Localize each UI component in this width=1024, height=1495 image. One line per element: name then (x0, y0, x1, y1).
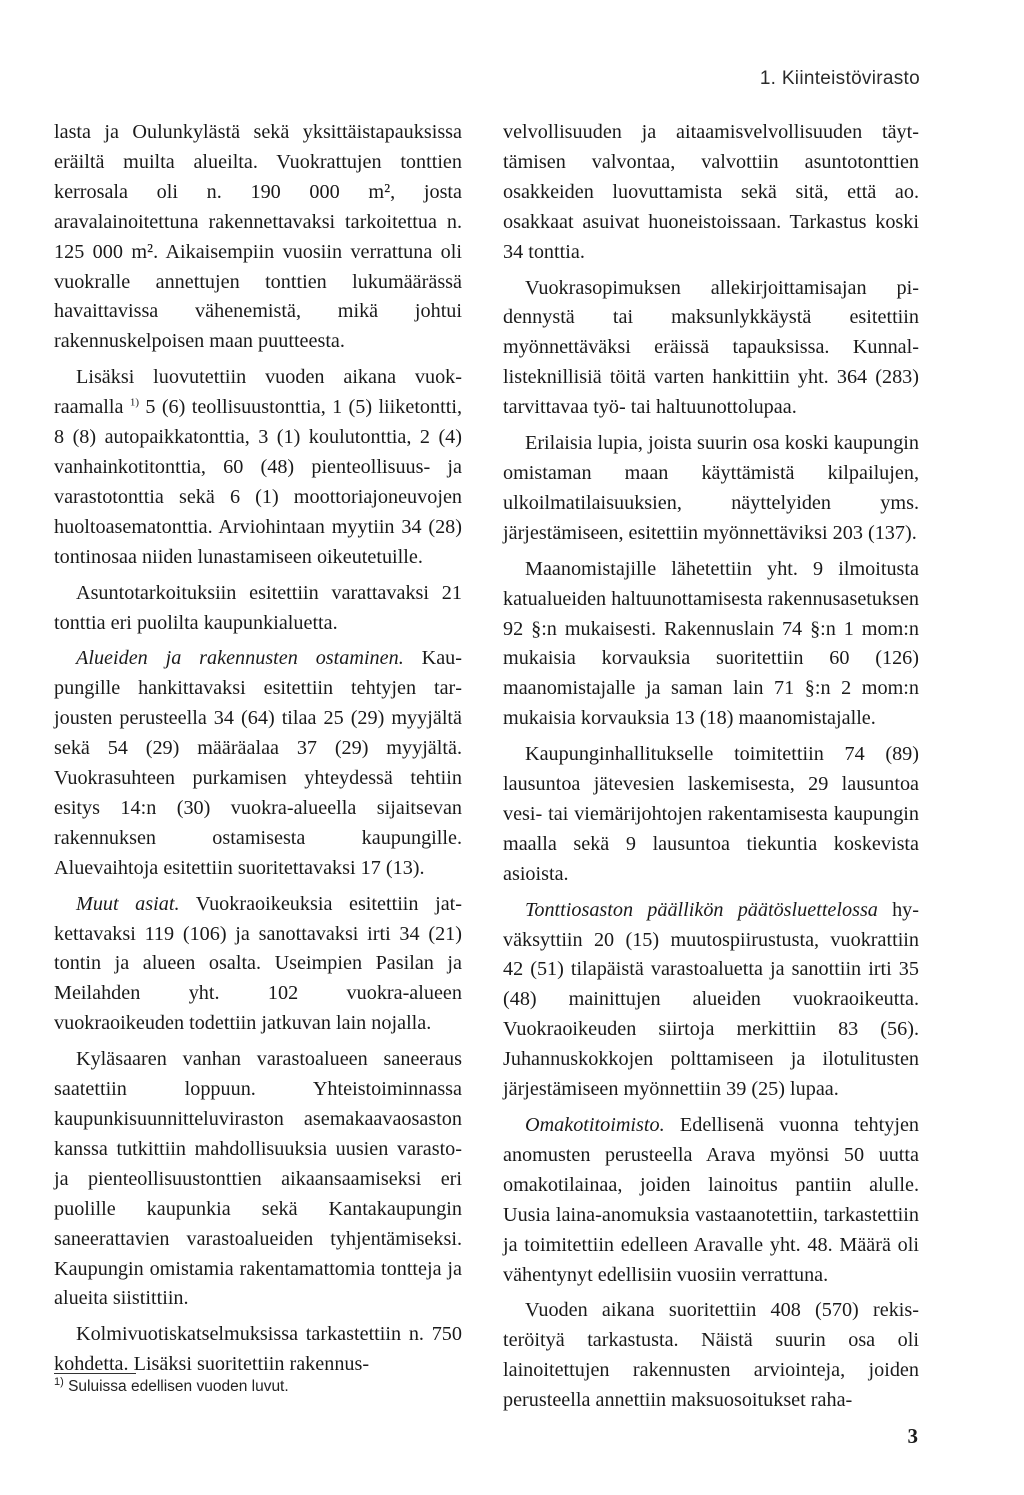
paragraph: Vuokrasopimuksen allekirjoittamisajan pidennystä tai maksunlykkäystä esitettiin myönnettäväksi eräissä tapauksissa. Kunnallisteknillisiä töitä varten hankittiin yht. 364 (283) tarvittavaa työ- tai haltuunottolupaa. (503, 276, 919, 419)
page-number: 3 (907, 1424, 918, 1448)
paragraph: Erilaisia lupia, joista suurin osa koski kaupungin omistaman maan käyttämistä kilpailujen, ulkoilmatilaisuuksien, näyttelyiden yms. järjestämiseen, esitettiin myönnettäviksi 203 (137). (503, 432, 919, 544)
paragraph: Maanomistajille lähetettiin yht. 9 ilmoitusta katualueiden haltuunottamisesta rakennusasetuksen 92 §:n mukaisesti. Rakennuslain 74 §:n 1 mom:n mukaisia korvauksia suoritettiin 60 (126) maanomistajalle ja saman lain 71 §:n 2 mom:n mukaisia korvauksia 13 (18) maanomistajalle. (503, 557, 919, 730)
right-column (503, 118, 919, 1416)
footnote (54, 1375, 289, 1396)
paragraph-text: Kaupungille hankittavaksi esitettiin tehtyjen tarjousten perusteella 34 (64) tilaa 25 (29) myyjältä sekä 54 (29) määräalaa 37 (29) myyjältä. Vuokrasuhteen purkamisen yhteydessä tehtiin esitys 14:n (30) vuokra-alueella sijaitsevan rakennuksen ostamisesta kaupungille. Aluevaihtoja esitettiin suoritettavaksi 17 (13). (54, 647, 462, 879)
paragraph: Vuoden aikana suoritettiin 408 (570) rekisteröityä tarkastusta. Näistä suurin osa oli lainoitettujen rakennusten arviointeja, joiden perusteella annettiin maksuosoitukset raha- (503, 1299, 919, 1412)
paragraph: Kyläsaaren vanhan varastoalueen saneeraus saatettiin loppuun. Yhteistoiminnassa kaupunkisuunnitteluviraston asemakaavaosaston kanssa tutkittiin mahdollisuuksia uusien varasto- ja pienteollisuustonttien aikaansaamiseksi eri puolille kaupunkia sekä Kantakaupungin saneerattavien varastoalueiden tyhjentämiseksi. Kaupungin omistamia rakentamattomia tontteja ja alueita siistittiin. (54, 1048, 462, 1310)
paragraph (54, 644, 462, 883)
footnote-rule (54, 1373, 136, 1374)
paragraph-text: 5 (6) teollisuustonttia, 1 (5) liiketontti, 8 (8) autopaikkatonttia, 3 (1) koulutonttia, 2 (4) vanhainkotitonttia, 60 (48) pienteollisuus- ja varastotonttia sekä 6 (1) moottoriajoneuvojen huoltoasematonttia. Arviohintaan myytiin 34 (28) tontinosaa niiden lunastamiseen oikeutetuille. (54, 396, 462, 568)
running-head: 1. Kiinteistövirasto (759, 68, 920, 89)
paragraph (54, 363, 462, 572)
left-column (54, 118, 462, 1380)
paragraph (503, 1111, 919, 1290)
paragraph: velvollisuuden ja aitaamisvelvollisuuden täyttämisen valvontaa, valvottiin asuntotonttien osakkeiden luovuttamista sekä sitä, että ao. osakkaat asuivat huoneistoissaan. Tarkastus koski 34 tonttia. (503, 121, 919, 263)
paragraph: Kolmivuotiskatselmuksissa tarkastettiin n. 750 kohdetta. Lisäksi suoritettiin rakennus- (54, 1323, 462, 1376)
paragraph-text: Edellisenä vuonna tehtyjen anomusten perusteella Arava myönsi 50 uutta omakotilainaa, joiden lainoitus pantiin alulle. Uusia laina-anomuksia vastaanotettiin, tarkastettiin ja toimitettiin edelleen Aravalle yht. 48. Määrä oli vähentynyt edellisiin vuosiin verrattuna. (503, 1114, 919, 1286)
section-heading: Muut asiat. (76, 892, 180, 915)
section-heading: Omakotitoimisto. (525, 1114, 665, 1136)
paragraph: lasta ja Oulunkylästä sekä yksittäistapauksissa eräiltä muilta alueilta. Vuokrattujen tonttien kerrosala oli n. 190 000 m², josta aravalainoitettuna rakennettavaksi tarkoitettua n. 125 000 m². Aikaisempiin vuosiin verrattuna oli vuokralle annettujen tonttien lukumäärässä havaittavissa vähenemistä, mikä johtui rakennuskelpoisen maan puutteesta. (54, 121, 462, 353)
paragraph-text: hyväksyttiin 20 (15) muutospiirustusta, vuokrattiin 42 (51) tilapäistä varastoaluetta ja sanottiin irti 35 (48) mainittujen alueiden vuokraoikeutta. Vuokraoikeuden siirtoja merkittiin 83 (56). Juhannuskokkojen polttamiseen ja ilotulitusten järjestämiseen myönnettiin 39 (25) lupaa. (503, 898, 920, 1101)
paragraph-text: Vuokraoikeuksia esitettiin jatkettavaksi 119 (106) ja sanottavaksi irti 34 (21) tontin ja alueen osalta. Useimpien Pasilan ja Meilahden yht. 102 vuokra-alueen vuokraoikeuden todettiin jatkuvan lain nojalla. (54, 892, 462, 1035)
footnote-marker: 1) (54, 1375, 64, 1388)
section-heading: Tonttiosaston päällikön päätösluettelossa (525, 898, 878, 921)
footnote-reference: 1) (129, 396, 140, 409)
section-heading: Alueiden ja rakennusten ostaminen. (76, 647, 404, 670)
footnote-text: Suluissa edellisen vuoden luvut. (63, 1378, 289, 1395)
paragraph (54, 890, 462, 1040)
paragraph-text: Lisäksi luovutettiin vuoden aikana vuokraamalla (54, 366, 462, 419)
paragraph: Kaupunginhallitukselle toimitettiin 74 (89) lausuntoa jätevesien laskemisesta, 29 lausuntoa vesi- tai viemärijohtojen rakentamisesta kaupungin maalla sekä 9 lausuntoa tiekuntia koskevista asioista. (503, 743, 919, 885)
paragraph (503, 896, 919, 1105)
paragraph: Asuntotarkoituksiin esitettiin varattavaksi 21 tonttia eri puolilta kaupunkialuetta. (54, 581, 462, 634)
